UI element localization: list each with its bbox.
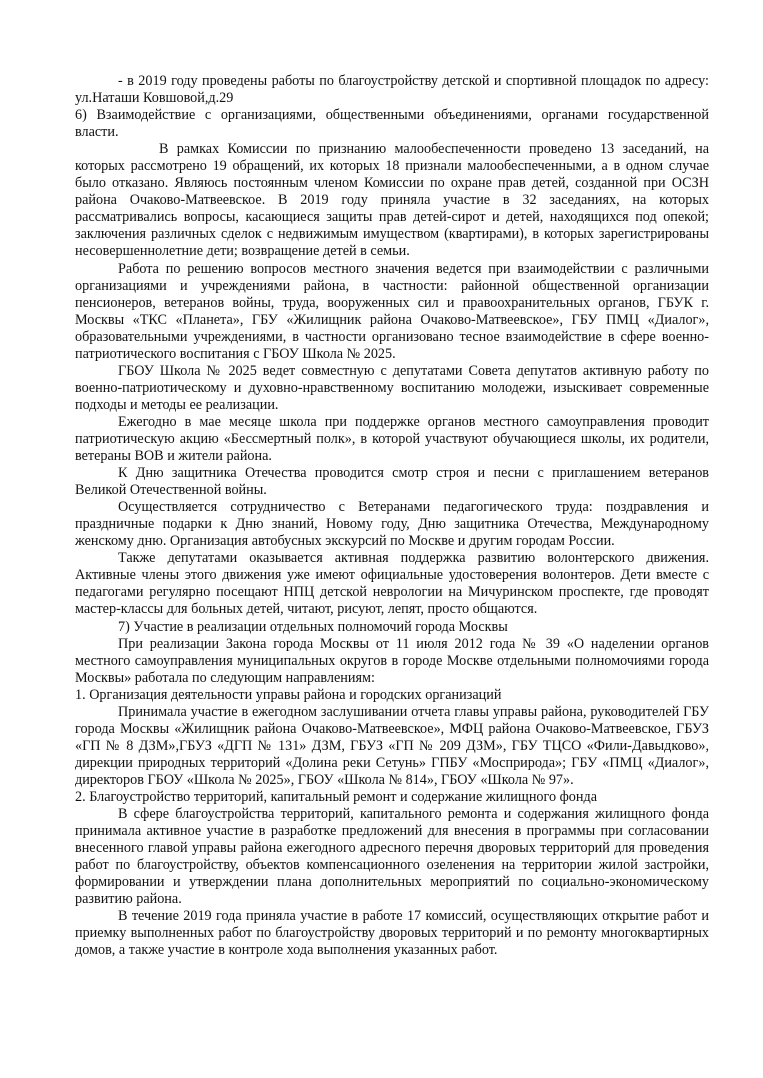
paragraph-volunteers: Также депутатами оказывается активная поддержка развитию волонтерского движения. Активные члены этого движения уже имеют официальные удостоверения волонтеров. Дети вместе с педагогами регулярно посещают НПЦ детской неврологии на Мичуринском проспекте, где проводят мастер-классы для больных детей, читают, рисуют, лепят, просто общаются.	[75, 550, 709, 618]
section-heading-6: 6) Взаимодействие с организациями, общественными объединениями, органами государственной власти.	[75, 107, 709, 141]
paragraph-moscow-law: При реализации Закона города Москвы от 11 июля 2012 года № 39 «О наделении органов местного самоуправления муниципальных округов в городе Москве отдельными полномочиями города Москвы» работала по следующим направлениям:	[75, 635, 709, 686]
paragraph-hearings: Принимала участие в ежегодном заслушивании отчета главы управы района, руководителей ГБУ города Москвы «Жилищник района Очаково-Матвеевское», МФЦ района Очаково-Матвеевское, ГБУЗ «ГП № 8 ДЗМ»,ГБУЗ «ДГП № 131» ДЗМ, ГБУЗ «ГП № 209 ДЗМ», ГБУ ТЦСО «Фили-Давыдково», дирекции природных территорий «Долина реки Сетунь» ГПБУ «Мосприрода»; ГБУ «ПМЦ «Диалог», директоров ГБОУ «Школа № 2025», ГБОУ «Школа № 814», ГБОУ «Школа № 97».	[75, 703, 709, 788]
paragraph-interaction: Работа по решению вопросов местного значения ведется при взаимодействии с различными организациями и учреждениями района, в частности: районной общественной организации пенсионеров, ветеранов войны, труда, вооруженных сил и правоохранительных органов, ГБУК г. Москвы «ТКС «Планета», ГБУ «Жилищник района Очаково-Матвеевское», ГБУ ПМЦ «Диалог», образовательными учреждениями, в частности организовано тесное взаимодействие в сфере военно-патриотического воспитания с ГБОУ Школа № 2025.	[75, 260, 709, 362]
paragraph-immortal-regiment: Ежегодно в мае месяце школа при поддержке органов местного самоуправления проводит патриотическую акцию «Бессмертный полк», в которой участвуют обучающиеся школы, их родители, ветераны ВОВ и жители района.	[75, 413, 709, 465]
paragraph-playground-works: - в 2019 году проведены работы по благоустройству детской и спортивной площадок по адресу: ул.Наташи Ковшовой,д.29	[75, 73, 709, 107]
subsection-heading-1: 1. Организация деятельности управы района и городских организаций	[75, 686, 502, 703]
paragraph-improvement: В сфере благоустройства территорий, капитального ремонта и содержания жилищного фонда принимала активное участие в разработке предложений для внесения в программы при согласовании внесенного главой управы района ежегодного адресного перечня дворовых территорий для проведения работ по благоустройству, объектов компенсационного озеленения на территории жилой застройки, формировании и утверждении плана дополнительных мероприятий по социально-экономическому развитию района.	[75, 806, 709, 908]
paragraph-school-2025: ГБОУ Школа № 2025 ведет совместную с депутатами Совета депутатов активную работу по военно-патриотическому и духовно-нравственному воспитанию молодежи, изыскивает современные подходы и методы ее реализации.	[75, 362, 709, 413]
section-heading-7: 7) Участие в реализации отдельных полномочий города Москвы	[118, 618, 508, 635]
paragraph-commission: В рамках Комиссии по признанию малообеспеченности проведено 13 заседаний, на которых рассмотрено 19 обращений, их которых 18 признали малообеспеченными, а в одном случае было отказано. Являюсь постоянным членом Комиссии по охране прав детей, созданной при ОСЗН района Очаково-Матвеевское. В 2019 году приняла участие в 32 заседаниях, на которых рассматривались вопросы, касающиеся защиты прав детей-сирот и детей, находящихся под опекой; заключения различных сделок с недвижимым имуществом (квартирами), в которых зарегистрированы несовершеннолетние дети; возвращение детей в семьи.	[75, 141, 709, 260]
paragraph-defender-day: К Дню защитника Отечества проводится смотр строя и песни с приглашением ветеранов Великой Отечественной войны.	[75, 465, 709, 499]
paragraph-commissions-2019: В течение 2019 года приняла участие в работе 17 комиссий, осуществляющих открытие работ и приемку выполненных работ по благоустройству дворовых территорий и по ремонту многоквартирных домов, а также участие в контроле хода выполнения указанных работ.	[75, 908, 709, 959]
paragraph-veterans: Осуществляется сотрудничество с Ветеранами педагогического труда: поздравления и праздничные подарки к Дню знаний, Новому году, Дню защитника Отечества, Международному женскому дню. Организация автобусных экскурсий по Москве и другим городам России.	[75, 499, 709, 550]
subsection-heading-2: 2. Благоустройство территорий, капитальный ремонт и содержание жилищного фонда	[75, 788, 598, 805]
